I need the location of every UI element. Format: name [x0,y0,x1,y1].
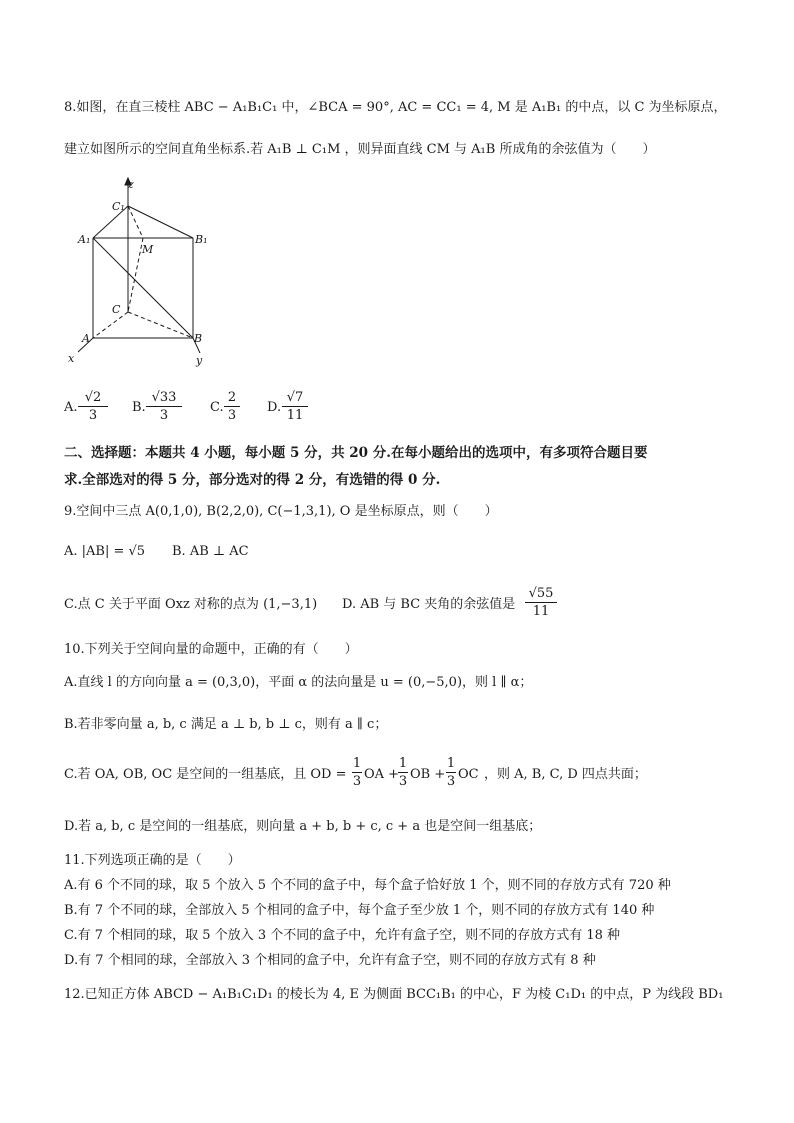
label-z: z [128,178,134,191]
q10-option-c-frac2: 1 3 [398,756,408,789]
q10-stem: 10.下列关于空间向量的命题中，正确的有（ ） [64,642,358,657]
q8-option-b-letter: B. [132,400,146,415]
q10-option-c-pre: C.若 OA, OB, OC 是空间的一组基底，且 OD = [64,767,347,782]
label-b: B [194,332,203,345]
q8-option-d-letter: D. [267,400,282,415]
label-a1: A₁ [78,233,91,246]
q10-option-a: A.直线 l 的方向向量 a = (0,3,0)，平面 α 的法向量是 u = (0,−5,0)，则 l ∥ α； [64,675,533,690]
q9-option-d-value: √55 11 [525,586,557,619]
q9-option-d: D. AB 与 BC 夹角的余弦值是 [342,597,516,612]
q11-option-c: C.有 7 个相同的球，取 5 个放入 3 个不同的盒子中，允许有盒子空，则不同的存放方式有 18 种 [64,928,621,943]
q10-option-c-term1: OA + [364,767,400,782]
q8-option-a-letter: A. [64,400,78,415]
q11-stem: 11.下列选项正确的是（ ） [64,853,241,868]
section2-header-line1: 二、选择题：本题共 4 小题，每小题 5 分，共 20 分.在每小题给出的选项中，有多项符合题目要 [64,445,648,461]
label-m: M [142,243,154,256]
q10-option-c-frac1: 1 3 [352,756,362,789]
q12-stem: 12.已知正方体 ABCD − A₁B₁C₁D₁ 的棱长为 4, E 为侧面 BCC₁B₁ 的中心，F 为棱 C₁D₁ 的中点，P 为线段 BD₁ [64,987,724,1002]
label-c: C [112,303,121,316]
q9-option-a: A. |AB| = √5 [64,544,146,559]
label-c1: C₁ [112,200,125,213]
label-b1: B₁ [195,233,208,246]
q10-option-c-term2: OB + [410,767,446,782]
q9-stem: 9.空间中三点 A(0,1,0), B(2,2,0), C(−1,3,1), O 是坐标原点，则（ ） [64,504,498,519]
q10-option-c-frac3: 1 3 [446,756,456,789]
label-x: x [68,352,75,365]
q9-option-c: C.点 C 关于平面 Oxz 对称的点为 (1,−3,1) [64,597,318,612]
q10-option-c-term3: OC [458,767,479,782]
q8-prism-figure [60,170,220,370]
label-y: y [196,354,203,367]
q8-option-c-letter: C. [210,400,224,415]
q11-option-a: A.有 6 个不同的球，取 5 个放入 5 个不同的盒子中，每个盒子恰好放 1 个，则不同的存放方式有 720 种 [64,878,671,893]
q10-option-c-post: ，则 A, B, C, D 四点共面； [484,767,647,782]
q11-option-b: B.有 7 个不同的球，全部放入 5 个相同的盒子中，每个盒子至少放 1 个，则不同的存放方式有 140 种 [64,903,655,918]
q10-option-d: D.若 a, b, c 是空间的一组基底，则向量 a + b, b + c, c + a 也是空间一组基底； [64,819,542,834]
q8-line2: 建立如图所示的空间直角坐标系.若 A₁B ⊥ C₁M ，则异面直线 CM 与 A₁B 所成角的余弦值为（ ） [64,142,656,157]
q8-option-a-value: √2 3 [78,390,108,423]
q11-option-d: D.有 7 个相同的球，全部放入 3 个相同的盒子中，允许有盒子空，则不同的存放方式有 8 种 [64,953,596,968]
q8-option-b-value: √33 3 [146,390,182,423]
q9-option-b: B. AB ⊥ AC [172,544,249,559]
q10-option-b: B.若非零向量 a, b, c 满足 a ⊥ b, b ⊥ c，则有 a ∥ c； [64,717,388,732]
q8-option-c-value: 2 3 [224,390,240,423]
q8-line1: 8.如图，在直三棱柱 ABC − A₁B₁C₁ 中，∠BCA = 90°, AC = CC₁ = 4, M 是 A₁B₁ 的中点，以 C 为坐标原点， [64,100,727,115]
q8-option-d-value: √7 11 [282,390,308,423]
label-a: A [82,332,90,345]
section2-header-line2: 求.全部选对的得 5 分，部分选对的得 2 分，有选错的得 0 分. [64,472,441,488]
